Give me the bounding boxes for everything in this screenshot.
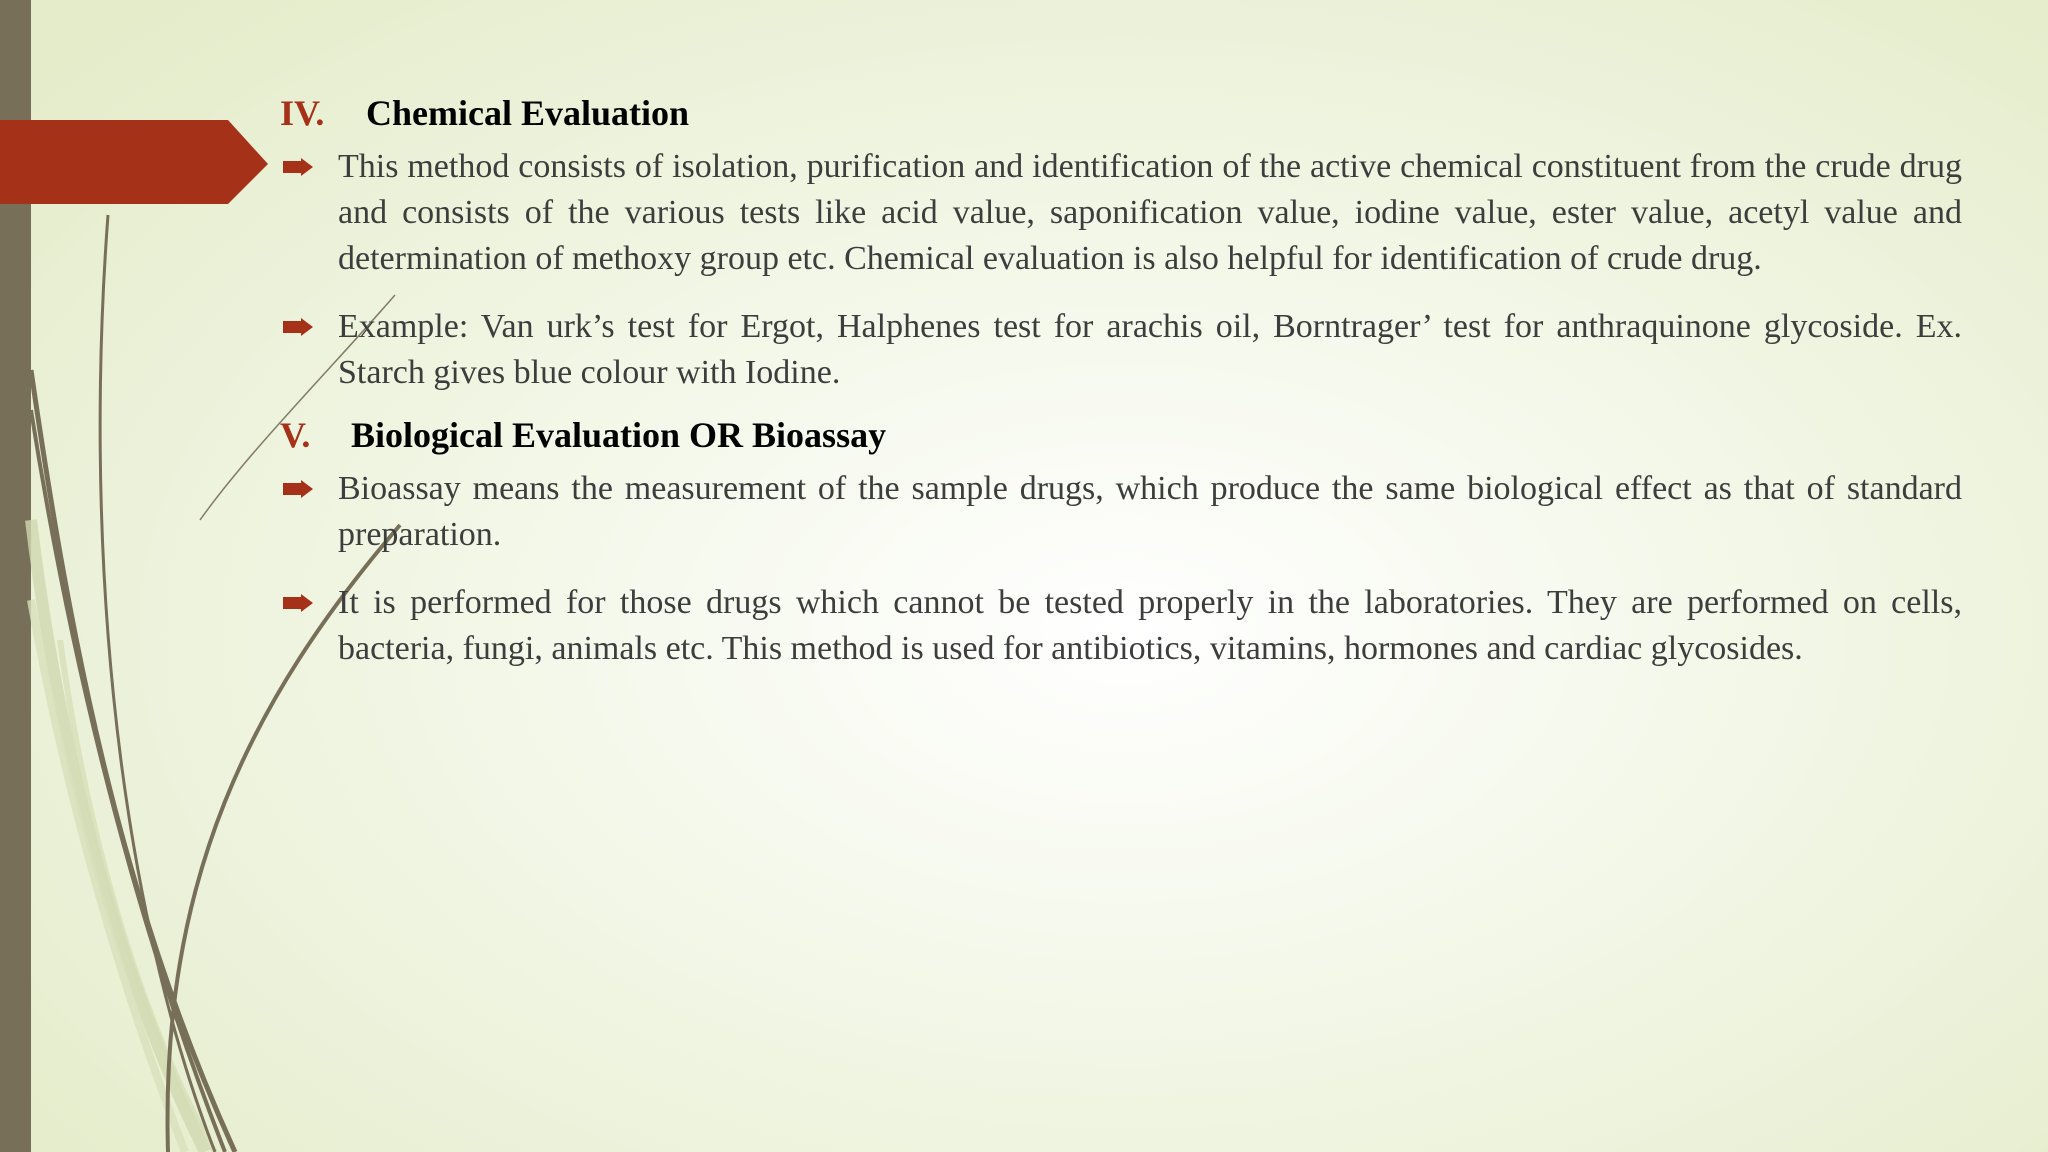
list-item (280, 304, 1962, 396)
bullet-text: This method consists of isolation, purification and identification of the active chemical constituent from the crude drug and consists of the various tests like acid value, saponification value, iodine value, ester value, acetyl value and determination of methoxy group etc. Chemical evaluation is also helpful for identification of crude drug. (338, 148, 1962, 277)
list-item (280, 466, 1962, 558)
section-heading-biological-evaluation (280, 414, 1962, 466)
arrow-bullet-icon (283, 480, 313, 498)
slide-content (280, 92, 1962, 694)
list-item (280, 580, 1962, 672)
section-heading-chemical-evaluation (280, 92, 1962, 144)
arrow-bullet-icon (283, 594, 313, 612)
section-title: Biological Evaluation OR Bioassay (351, 415, 887, 455)
bullet-text: Example: Van urk’s test for Ergot, Halphenes test for arachis oil, Borntrager’ test for anthraquinone glycoside. Ex. Starch gives blue colour with Iodine. (338, 308, 1962, 391)
arrow-bullet-icon (283, 318, 313, 336)
arrow-bullet-icon (283, 158, 313, 176)
section-numeral: V. (280, 415, 311, 455)
bullet-text: Bioassay means the measurement of the sample drugs, which produce the same biological effect as that of standard preparation. (338, 470, 1962, 553)
bullet-text: It is performed for those drugs which cannot be tested properly in the laboratories. They are performed on cells, bacteria, fungi, animals etc. This method is used for antibiotics, vitamins, hormones and cardiac glycosides. (338, 584, 1962, 667)
section-numeral: IV. (280, 93, 325, 133)
list-item (280, 144, 1962, 282)
section-title: Chemical Evaluation (366, 93, 690, 133)
red-arrow-banner (0, 120, 268, 204)
